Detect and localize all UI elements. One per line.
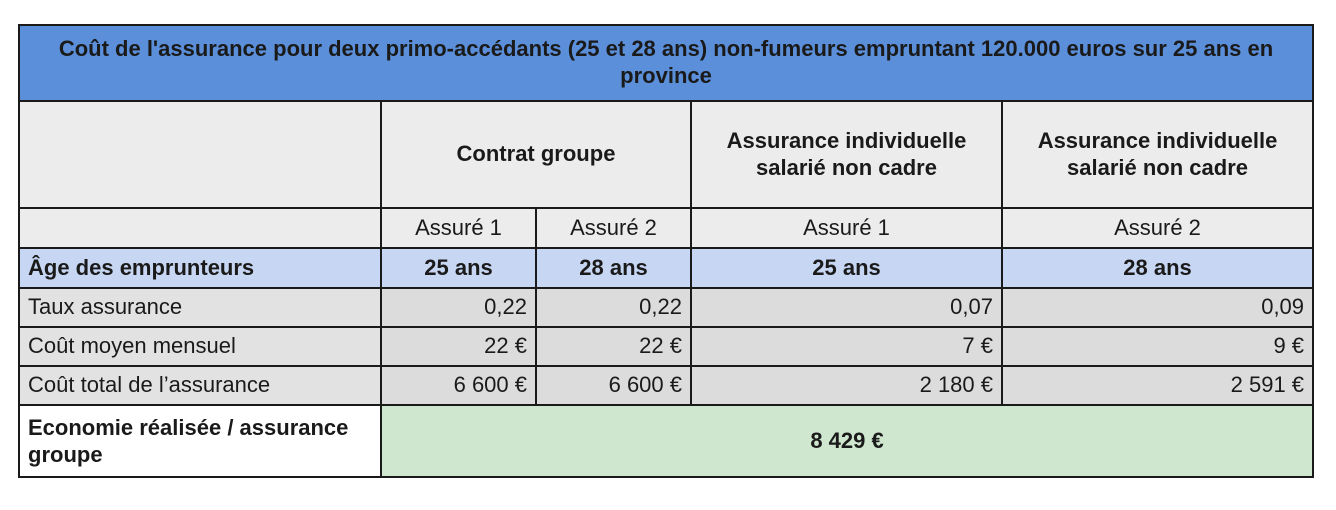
age-cell: 28 ans [1002,248,1313,288]
table-row [19,327,1313,366]
sub-header-assure-1-groupe: Assuré 1 [381,208,536,248]
header-assurance-individuelle-2: Assurance individuelle salarié non cadre [1002,101,1313,208]
table-cell: 0,22 [536,288,691,327]
column-header-row [19,101,1313,208]
row-label-taux: Taux assurance [19,288,381,327]
row-label-age: Âge des emprunteurs [19,248,381,288]
age-row [19,248,1313,288]
savings-value: 8 429 € [381,405,1313,477]
table-cell: 2 591 € [1002,366,1313,405]
table-cell: 22 € [381,327,536,366]
age-cell: 25 ans [691,248,1002,288]
table-row [19,288,1313,327]
table-title-row [19,25,1313,101]
savings-row [19,405,1313,477]
table-cell: 6 600 € [381,366,536,405]
age-cell: 28 ans [536,248,691,288]
header-assurance-individuelle-1: Assurance individuelle salarié non cadre [691,101,1002,208]
table-cell: 6 600 € [536,366,691,405]
table-title: Coût de l'assurance pour deux primo-accédants (25 et 28 ans) non-fumeurs empruntant 120.000 euros sur 25 ans en province [19,25,1313,101]
table-cell: 2 180 € [691,366,1002,405]
sub-header-assure-2-groupe: Assuré 2 [536,208,691,248]
table-cell: 0,09 [1002,288,1313,327]
table-cell: 0,07 [691,288,1002,327]
table-cell: 0,22 [381,288,536,327]
row-label-cout-mensuel: Coût moyen mensuel [19,327,381,366]
sub-header-empty-cell [19,208,381,248]
sub-header-row [19,208,1313,248]
sub-header-assure-1-individuelle: Assuré 1 [691,208,1002,248]
row-label-cout-total: Coût total de l’assurance [19,366,381,405]
table-cell: 9 € [1002,327,1313,366]
table-row [19,366,1313,405]
row-label-economie: Economie réalisée / assurance groupe [19,405,381,477]
header-empty-cell [19,101,381,208]
table-cell: 7 € [691,327,1002,366]
age-cell: 25 ans [381,248,536,288]
header-contrat-groupe: Contrat groupe [381,101,691,208]
sub-header-assure-2-individuelle: Assuré 2 [1002,208,1313,248]
insurance-cost-table-container [18,24,1312,478]
table-cell: 22 € [536,327,691,366]
insurance-cost-table [18,24,1314,478]
